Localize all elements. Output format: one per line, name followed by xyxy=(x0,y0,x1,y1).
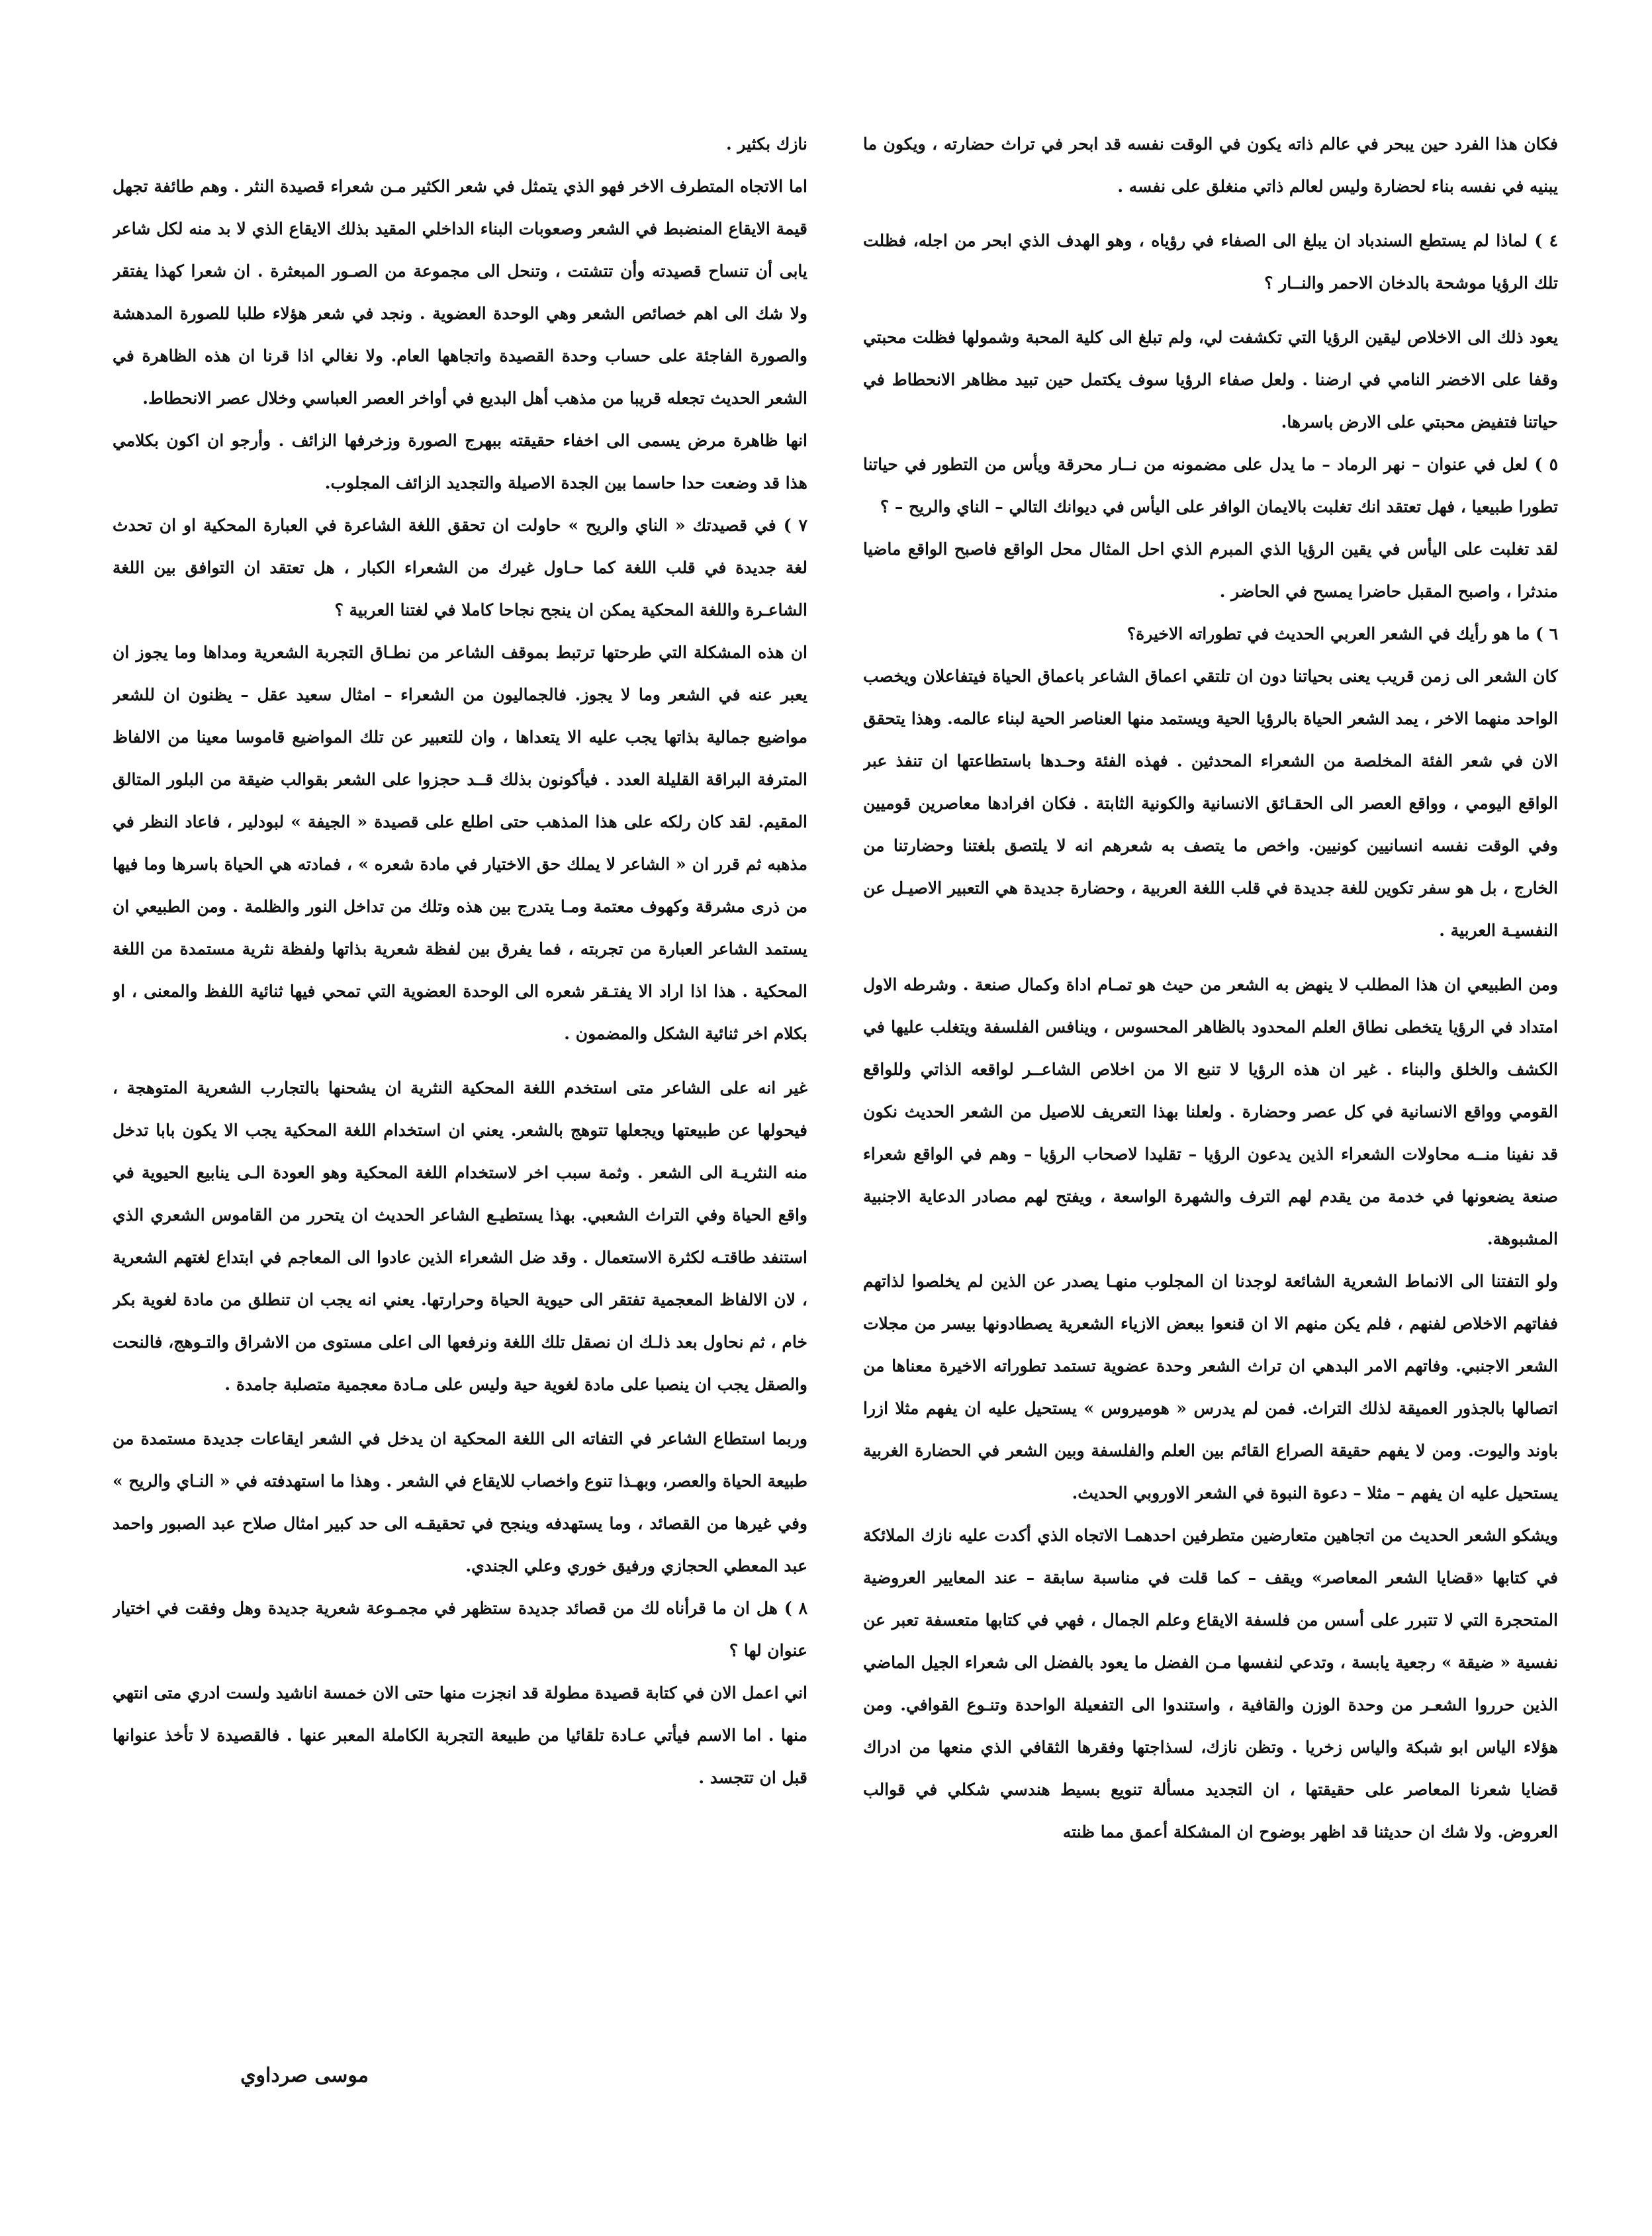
question-5: ٥ ) لعل في عنوان – نهر الرماد – ما يدل على مضمونه من نــار محرقة ويأس من التطور في حياتنا تطورا طبيعيا ، فهل تعتقد انك تغلبت بالايمان الوافر على اليأس في ديوانك التالي – الناي والريح – ؟ xyxy=(863,455,1558,516)
left-text-column xyxy=(113,123,807,2142)
answer-6: كان الشعر الى زمن قريب يعنى بحياتنا دون ان تلتقي اعماق الشاعر باعماق الحياة فيتفاعلان ويخصب الواحد منهما الاخر ، يمد الشعر الحياة بالرؤيا الحية ويستمد منها العناصر الحية لبناء عالمه. وهذا يتحقق الان في شعر الفئة المخلصة من الشعراء المحدثين . فهذه الفئة وحـدها باستطاعتها ان تنفذ عبر الواقع اليومي ، وواقع العصر الى الحقـائق الانسانية والكونية الثابتة . فكان افرادها معاصرين قوميين وفي الوقت نفسه انسانيين كونيين. واخص ما يتصف به شعرهم انه لا يلتصق بلغتنا وحضارتنا من الخارج ، بل هو سفر تكوين للغة جديدة في قلب اللغة العربية ، وحضارة جديدة هي التعبير الاصيـل عن النفسيـة العربية . xyxy=(863,667,1558,940)
question-4: ٤ ) لماذا لم يستطع السندباد ان يبلغ الى الصفاء في رؤياه ، وهو الهدف الذي ابحر من اجله، فظلت تلك الرؤيا موشحة بالدخان الاحمر والنــار ؟ xyxy=(863,231,1558,293)
paragraph: ومن الطبيعي ان هذا المطلب لا ينهض به الشعر من حيث هو تمـام اداة وكمال صنعة . وشرطه الاول امتداد في الرؤيا يتخطى نطاق العلم المحدود بالظاهر المحسوس ، وينافس الفلسفة ويتغلب عليها في الكشف والخلق والبناء . غير ان هذه الرؤيا لا تنبع الا من اخلاص الشاعــر لواقعه الذاتي وللواقع القومي وواقع الانسانية في كل عصر وحضارة . ولعلنا بهذا التعريف للاصيل من الشعر الحديث نكون قد نفينا منــه محاولات الشعراء الذين يدعون الرؤيا – تقليدا لاصحاب الرؤيا – وهم في الواقع شعراء صنعة يضعونها في خدمة من يقدم لهم الترف والشهرة الواسعة ، ويفتح لهم مصادر الدعاية الاجنبية المشبوهة. xyxy=(863,975,1558,1248)
right-text-column xyxy=(863,123,1558,2142)
question-7: ٧ ) في قصيدتك « الناي والريح » حاولت ان تحقق اللغة الشاعرة في العبارة المحكية او ان تحدث لغة جديدة في قلب اللغة كما حـاول غيرك من الشعراء الكبار ، هل تعتقد ان التوافق بين اللغة الشاعـرة واللغة المحكية يمكن ان ينجح نجاحا كاملا في لغتنا العربية ؟ xyxy=(113,516,807,620)
paragraph: اما الاتجاه المتطرف الاخر فهو الذي يتمثل في شعر الكثير مـن شعراء قصيدة النثر . وهم طائفة تجهل قيمة الايقاع المنضبط في الشعر وصعوبات البناء الداخلي المقيد بذلك الايقاع الذي لا بد منه لكل شاعر يابى أن تنساح قصيدته وأن تتشتت ، وتنحل الى مجموعة من الصـور المبعثرة . ان شعرا كهذا يفتقر ولا شك الى اهم خصائص الشعر وهي الوحدة العضوية . ونجد في شعر هؤلاء طلبا للصورة المدهشة والصورة الفاجئة على حساب وحدة القصيدة واتجاهها العام. ولا نغالي اذا قرنا ان هذه الظاهرة في الشعر الحديث تجعله قريبا من مذهب أهل البديع في أواخر العصر العباسي وخلال عصر الانحطاط. xyxy=(113,177,807,408)
paragraph: غير انه على الشاعر متى استخدم اللغة المحكية النثرية ان يشحنها بالتجارب الشعرية المتوهجة ، فيحولها عن طبيعتها ويجعلها تتوهج بالشعر. يعني ان استخدام اللغة المحكية يجب الا يكون بابا تدخل منه النثريـة الى الشعر . وثمة سبب اخر لاستخدام اللغة المحكية وهو العودة الـى ينابيع الحيوية في واقع الحياة وفي التراث الشعبي. بهذا يستطيـع الشاعر الحديث ان يتحرر من القاموس الشعري الذي استنفد طاقتـه لكثرة الاستعمال . وقد ضل الشعراء الذين عادوا الى المعاجم في ابتداع لغتهم الشعرية ، لان الالفاظ المعجمية تفتقر الى حيوية الحياة وحرارتها. يعني انه يجب ان تنطلق من مادة لغوية بكر خام ، ثم نحاول بعد ذلـك ان نصقل تلك اللغة ونرفعها الى اعلى مستوى من الاشراق والتـوهج، فالنحت والصقل يجب ان ينصبا على مادة لغوية حية وليس على مـادة معجمية متصلبة جامدة . xyxy=(113,1078,807,1394)
paragraph: ولو التفتنا الى الانماط الشعرية الشائعة لوجدنا ان المجلوب منهـا يصدر عن الذين لم يخلصوا لذاتهم ففاتهم الاخلاص لفنهم ، فلم يكن منهم الا ان قنعوا ببعض الازياء الشعرية يصطادونها بيسر من مجلات الشعر الاجنبي. وفاتهم الامر البدهي ان تراث الشعر وحدة عضوية تستمد تطوراته الاخيرة معناها من اتصالها بالجذور العميقة لذلك التراث. فمن لم يدرس « هوميروس » يستحيل عليه ان يفهم مثلا ازرا باوند واليوت. ومن لا يفهم حقيقة الصراع القائم بين العلم والفلسفة وبين الشعر في الحضارة الغربية يستحيل عليه ان يفهم – مثلا – دعوة النبوة في الشعر الاوروبي الحديث. xyxy=(863,1272,1558,1503)
question-6: ٦ ) ما هو رأيك في الشعر العربي الحديث في تطوراته الاخيرة؟ xyxy=(1126,624,1558,643)
paragraph: ويشكو الشعر الحديث من اتجاهين متعارضين متطرفين احدهمـا الاتجاه الذي أكدت عليه نازك الملائكة في كتابها «قضايا الشعر المعاصر» ويقف – كما قلت في مناسبة سابقة – عند المعايير العروضية المتحجرة التي لا تتبرر على أسس من فلسفة الايقاع وعلم الجمال ، فهي في كتابها متعسفة تعبر عن نفسية « ضيقة » رجعية يابسة ، وتدعي لنفسها مـن الفضل ما يعود بالفضل الى شعراء الجيل الماضي الذين حرروا الشعـر من وحدة الوزن والقافية ، واستندوا الى التفعيلة الواحدة وتنـوع القوافي. ومن هؤلاء الياس ابو شبكة والياس زخريا . وتظن نازك، لسذاجتها وفقرها الثقافي الذي منعها من ادراك قضايا شعرنا المعاصر على حقيقتها ، ان التجديد مسألة تنويع بسيط هندسي شكلي في قوالب العروض. ولا شك ان حديثنا قد اظهر بوضوح ان المشكلة أعمق مما ظنته xyxy=(863,1526,1558,1841)
question-8: ٨ ) هل ان ما قرأناه لك من قصائد جديدة ستظهر في مجمـوعة شعرية جديدة وهل وفقت في اختيار عنوان لها ؟ xyxy=(113,1599,807,1660)
author-signature: موسى صرداوي xyxy=(240,2064,369,2087)
answer-8: اني اعمل الان في كتابة قصيدة مطولة قد انجزت منها حتى الان خمسة اناشيد ولست ادري متى انتهي منها . اما الاسم فيأتي عـادة تلقائيا من طبيعة التجربة الكاملة المعبر عنها . فالقصيدة لا تأخذ عنوانها قبل ان تتجسد . xyxy=(113,1683,807,1787)
answer-4: يعود ذلك الى الاخلاص ليقين الرؤيا التي تكشفت لي، ولم تبلغ الى كلية المحبة وشمولها فظلت محبتي وقفا على الاخضر النامي في ارضنا . ولعل صفاء الرؤيا سوف يكتمل حين تبيد مظاهر الانحطاط في حياتنا فتفيض محبتي على الارض باسرها. xyxy=(863,328,1558,432)
answer-5: لقد تغلبت على اليأس في يقين الرؤيا الذي المبرم الذي احل المثال محل الواقع فاصبح الواقع ماضيا مندثرا ، واصبح المقبل حاضرا يمسح في الحاضر . xyxy=(863,539,1558,601)
paragraph: وربما استطاع الشاعر في التفاته الى اللغة المحكية ان يدخل في الشعر ايقاعات جديدة مستمدة من طبيعة الحياة والعصر، وبهـذا تنوع واخصاب للايقاع في الشعر . وهذا ما استهدفته في « النـاي والريح » وفي غيرها من القصائد ، وما يستهدفه وينجح في تحقيقـه الى حد كبير امثال صلاح عبد الصبور واحمد عبد المعطي الحجازي ورفيق خوري وعلي الجندي. xyxy=(113,1429,807,1575)
paragraph: فكان هذا الفرد حين يبحر في عالم ذاته يكون في الوقت نفسه قد ابحر في تراث حضارته ، ويكون ما يبنيه في نفسه بناء لحضارة وليس لعالم ذاتي منغلق على نفسه . xyxy=(863,134,1558,196)
answer-7: ان هذه المشكلة التي طرحتها ترتبط بموقف الشاعر من نطـاق التجربة الشعرية ومداها وما يجوز ان يعبر عنه في الشعر وما لا يجوز. فالجماليون من الشعراء – امثال سعيد عقل – يظنون ان للشعر مواضيع جمالية بذاتها يجب عليه الا يتعداها ، وان للتعبير عن تلك المواضيع قاموسا معينا من الالفاظ المترفة البراقة القليلة العدد . فيأكونون بذلك قــد حجزوا على الشعر بقوالب ضيقة من البلور المتالق المقيم. لقد كان رلكه على هذا المذهب حتى اطلع على قصيدة « الجيفة » لبودلير ، فاعاد النظر في مذهبه ثم قرر ان « الشاعر لا يملك حق الاختيار في مادة شعره » ، فمادته هي الحياة باسرها وما فيها من ذرى مشرقة وكهوف معتمة ومـا يتدرج بين هذه وتلك من تداخل النور والظلمة . ومن الطبيعي ان يستمد الشاعر العبارة من تجربته ، فما يفرق بين لفظة شعرية بذاتها ولفظة نثرية مستمدة من اللغة المحكية . هذا اذا اراد الا يفتـقر شعره الى الوحدة العضوية التي تمحي فيها ثنائية اللفظ والمعنى ، او بكلام اخر ثنائية الشكل والمضمون . xyxy=(113,643,807,1043)
paragraph: انها ظاهرة مرض يسمى الى اخفاء حقيقته ببهرج الصورة وزخرفها الزائف . وأرجو ان اكون بكلامي هذا قد وضعت حدا حاسما بين الجدة الاصيلة والتجديد الزائف المجلوب. xyxy=(113,431,807,492)
paragraph: نازك بكثير . xyxy=(725,134,807,154)
